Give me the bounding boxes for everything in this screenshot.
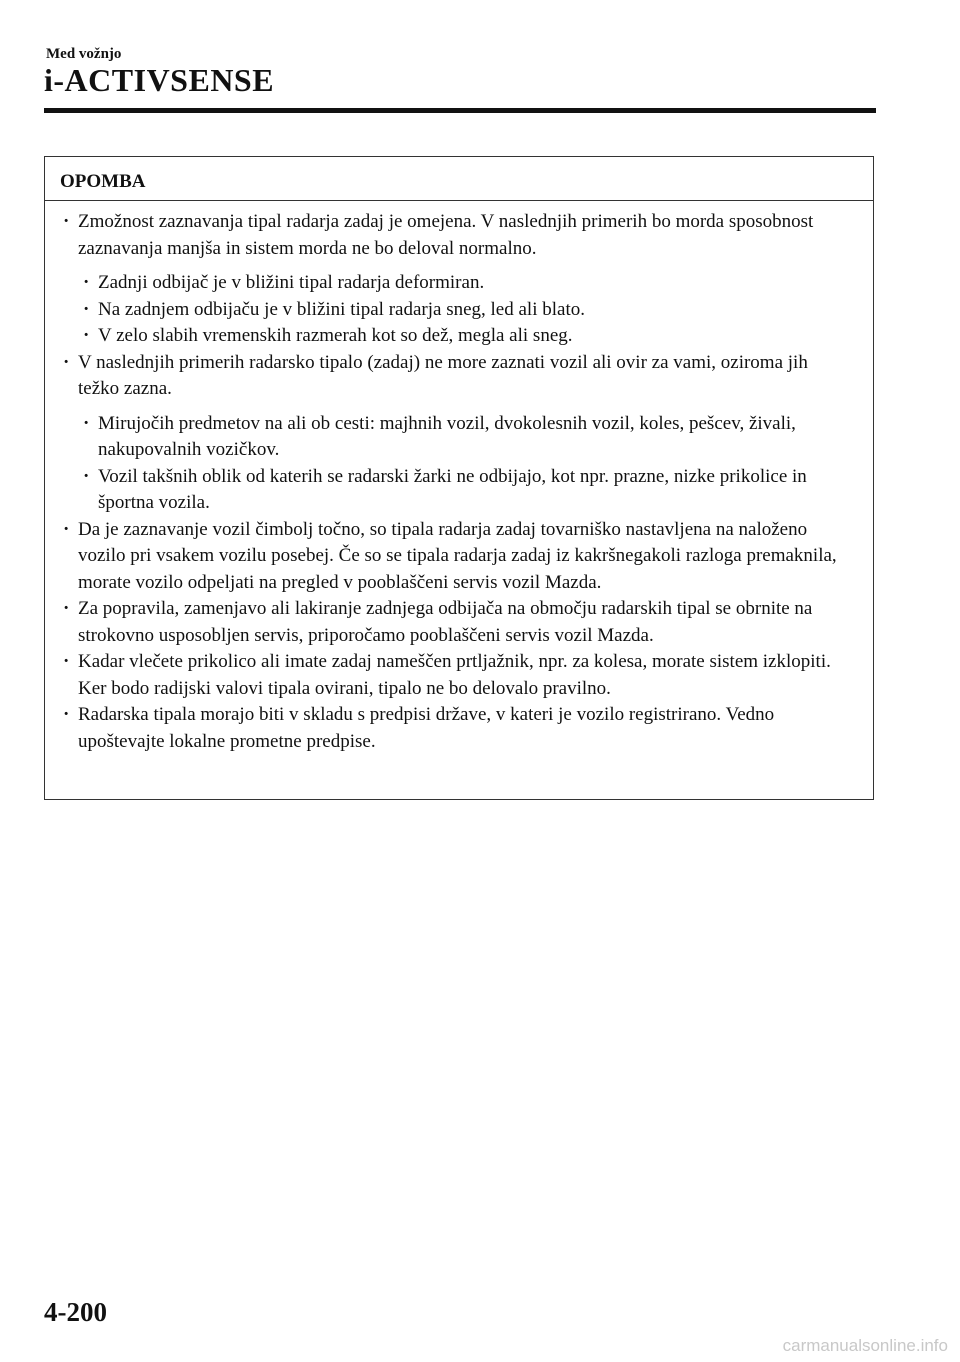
- note-subitem-text: Mirujočih predmetov na ali ob cesti: majhnih vozil, dvokolesnih vozil, koles, pešcev, živali, nakupovalnih vozičkov.: [98, 412, 796, 460]
- note-subitem-text: Na zadnjem odbijaču je v bližini tipal radarja sneg, led ali blato.: [98, 298, 585, 320]
- bullet-icon: ·: [63, 351, 70, 373]
- header-rule: [44, 108, 876, 113]
- note-box: [44, 156, 874, 800]
- chapter-title: i-ACTIVSENSE: [44, 62, 275, 98]
- note-item-text: V naslednjih primerih radarsko tipalo (zadaj) ne more zaznati vozil ali ovir za vami, oziroma jih težko zazna.: [78, 351, 808, 399]
- bullet-icon: ·: [63, 518, 70, 540]
- note-item-text: Za popravila, zamenjavo ali lakiranje zadnjega odbijača na območju radarskih tipal se obrnite na strokovno usposobljen servis, priporočamo pooblaščeni servis vozil Mazda.: [78, 598, 813, 646]
- bullet-icon: ·: [83, 412, 90, 434]
- section-label: Med vožnjo: [46, 46, 122, 62]
- watermark: carmanualsonline.info: [782, 1336, 948, 1355]
- bullet-icon: ·: [83, 465, 90, 487]
- bullet-icon: ·: [63, 598, 70, 619]
- note-item-text: Kadar vlečete prikolico ali imate zadaj nameščen prtljažnik, npr. za kolesa, morate sistem izklopiti. Ker bodo radijski valovi tipala ovirani, tipalo ne bo delovalo pravilno.: [78, 651, 831, 699]
- note-subitem-text: Vozil takšnih oblik od katerih se radarski žarki ne odbijajo, kot npr. prazne, nizke prikolice in športna vozila.: [98, 465, 807, 513]
- page-number: 4-200: [44, 1297, 107, 1327]
- note-body: [45, 201, 873, 755]
- bullet-icon: ·: [83, 272, 90, 293]
- note-item-text: Da je zaznavanje vozil čimbolj točno, so tipala radarja zadaj tovarniško nastavljena na naloženo vozilo pri vsakem vozilu posebej. Če so se tipala radarja zadaj iz kakršnegakoli razloga premaknila, morate vozilo odpeljati na pregled v pooblaščeni servis vozil Mazda.: [78, 518, 837, 593]
- bullet-icon: ·: [83, 325, 90, 346]
- note-subitem: [81, 464, 853, 517]
- note-item-text: Zmožnost zaznavanja tipal radarja zadaj je omejena. V naslednjih primerih bo morda sposobnost zaznavanja manjša in sistem morda ne bo deloval normalno.: [78, 211, 814, 259]
- note-title: OPOMBA: [45, 157, 873, 201]
- note-subitem-text: Zadnji odbijač je v bližini tipal radarja deformiran.: [98, 272, 485, 293]
- bullet-icon: ·: [63, 211, 70, 232]
- note-subitem: [81, 270, 853, 297]
- note-subitem-text: V zelo slabih vremenskih razmerah kot so dež, megla ali sneg.: [98, 325, 573, 346]
- note-item-3: [61, 517, 853, 597]
- bullet-icon: ·: [83, 298, 90, 320]
- note-subitem: [81, 411, 853, 464]
- note-subitem: [81, 323, 853, 350]
- bullet-icon: ·: [63, 704, 70, 725]
- note-subitem: [81, 297, 853, 324]
- note-item-2: [61, 350, 853, 403]
- bullet-icon: ·: [63, 651, 70, 672]
- note-item-6: [61, 702, 853, 755]
- note-item-text: Radarska tipala morajo biti v skladu s predpisi države, v kateri je vozilo registrirano. Vedno upoštevajte lokalne prometne predpise.: [78, 704, 775, 752]
- note-item-1: [61, 209, 853, 262]
- note-item-4: [61, 596, 853, 649]
- note-item-5: [61, 649, 853, 702]
